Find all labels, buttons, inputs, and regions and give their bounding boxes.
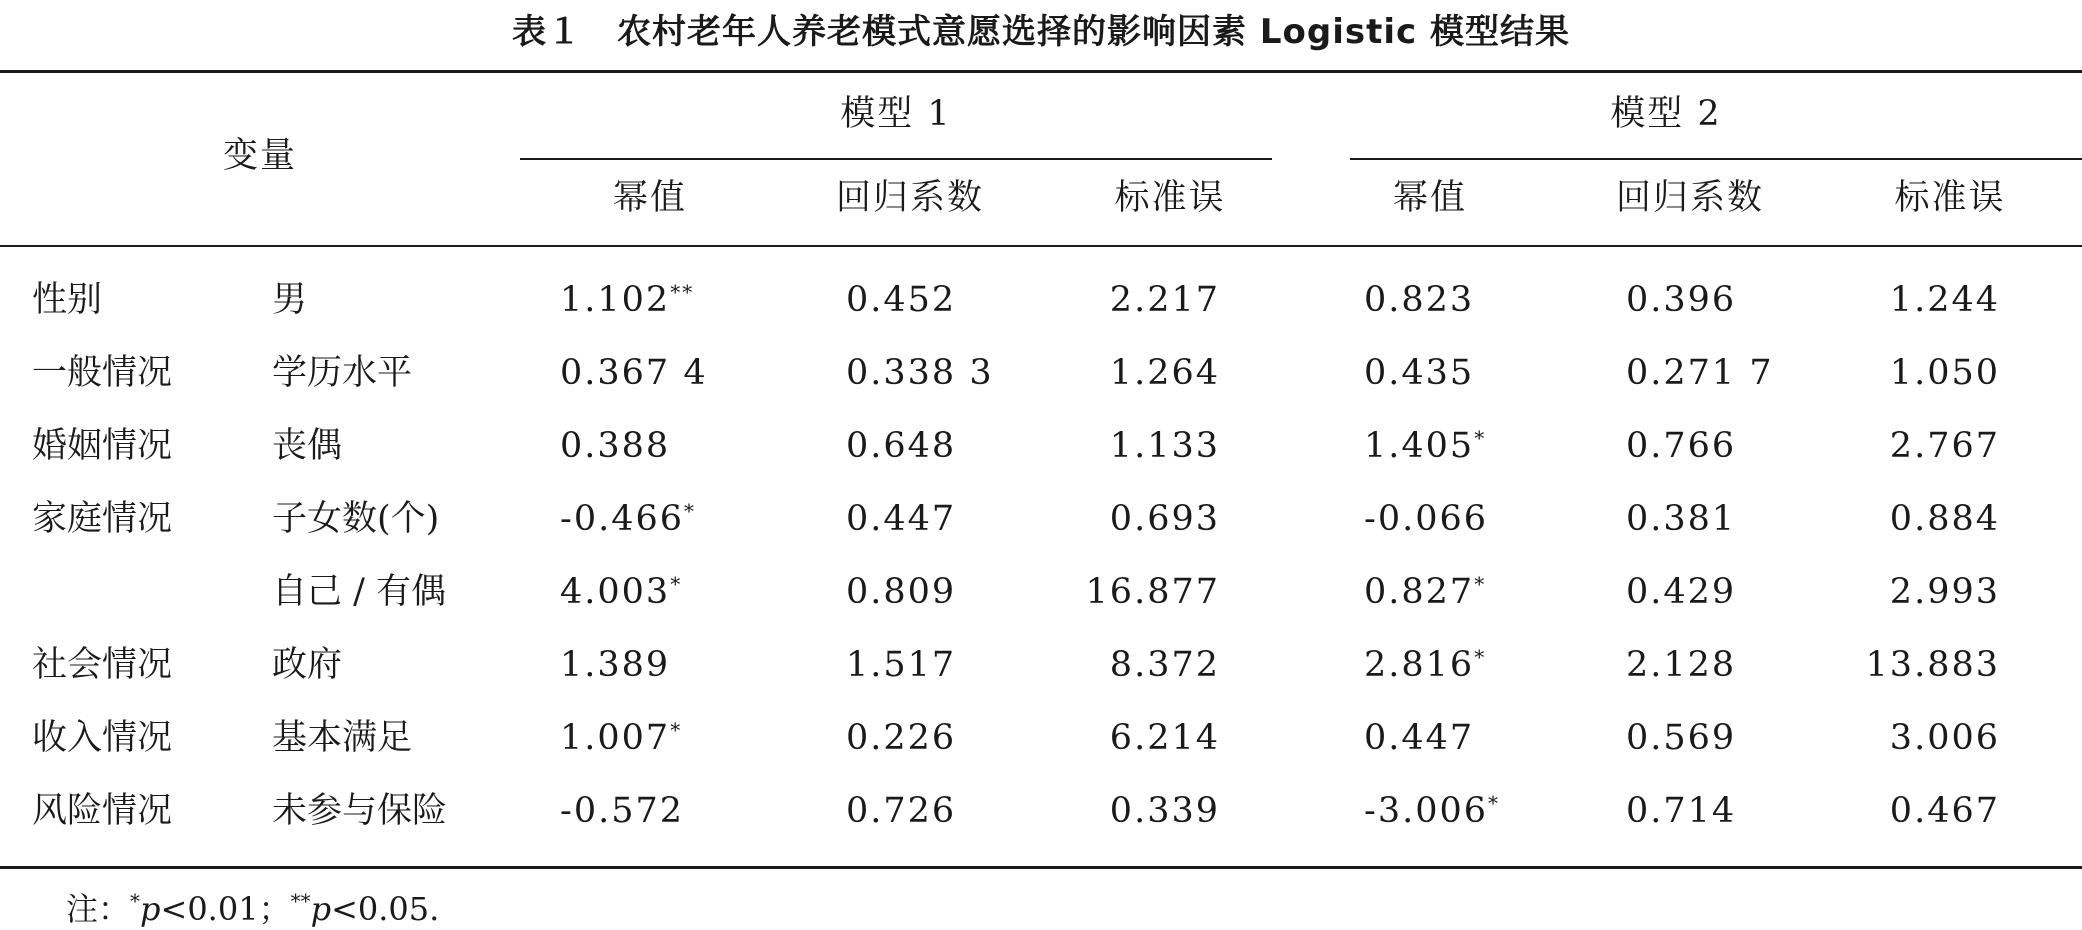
cell-item-text: 学历水平 (272, 353, 413, 393)
cell-m2-coef (1626, 351, 1826, 395)
significance-mark: ** (670, 280, 695, 304)
cell-item-text: 政府 (272, 645, 343, 685)
cell-item-text: 丧偶 (272, 426, 343, 466)
cell-m2-coef (1626, 643, 1826, 687)
cell-m2-coef (1626, 424, 1826, 468)
cell-m2-coef-text: 2.128 (1626, 645, 1737, 685)
cell-m1-coef-text: 0.447 (846, 499, 957, 539)
cell-m2-value-text: 0.823 (1364, 280, 1475, 320)
cell-m1-coef-text: 0.809 (846, 572, 957, 612)
cell-m1-value (560, 424, 760, 468)
significance-mark: * (670, 572, 683, 596)
bottom-rule (0, 866, 2082, 869)
cell-m2-se-text: 1.050 (1889, 353, 2000, 393)
cell-m2-coef-text: 0.766 (1626, 426, 1737, 466)
cell-m1-coef (846, 716, 1046, 760)
cell-item (272, 497, 532, 541)
cell-m2-value (1364, 351, 1564, 395)
cell-m2-se (1840, 570, 2000, 614)
cell-m2-se (1840, 424, 2000, 468)
note-star1: * (130, 889, 141, 913)
cell-m1-coef (846, 424, 1046, 468)
cell-m2-se-text: 2.993 (1889, 572, 2000, 612)
cell-group (32, 351, 232, 395)
cell-item-text: 基本满足 (272, 718, 413, 758)
cell-group-text: 婚姻情况 (32, 426, 173, 466)
header-col-m2-coef: 回归系数 (1615, 178, 1764, 218)
significance-mark: * (1488, 791, 1501, 815)
cell-m2-value (1364, 643, 1564, 687)
cell-m1-se-text: 0.339 (1109, 791, 1220, 831)
cell-m1-coef-text: 0.726 (846, 791, 957, 831)
header-col-m1-value: 幂值 (612, 178, 687, 218)
table-note (66, 884, 439, 930)
cell-m2-value-text: 1.405 (1364, 426, 1475, 466)
cell-m2-se-text: 0.467 (1889, 791, 2000, 831)
cell-m2-coef-text: 0.381 (1626, 499, 1737, 539)
cell-m2-se (1840, 278, 2000, 322)
header-col-m1-se: 标准误 (1114, 178, 1226, 218)
significance-mark: * (1474, 645, 1487, 669)
header-variable: 变量 (222, 136, 297, 176)
cell-m2-coef (1626, 789, 1826, 833)
significance-mark: * (684, 499, 697, 523)
cell-group-text: 收入情况 (32, 718, 173, 758)
cell-m2-coef-text: 0.271 7 (1626, 353, 1774, 393)
cell-m2-value (1364, 716, 1564, 760)
cell-m1-value-text: 1.102 (560, 280, 671, 320)
cell-group (32, 497, 232, 541)
cell-item (272, 716, 532, 760)
cell-group (32, 570, 232, 614)
header-col-m2-value: 幂值 (1392, 178, 1467, 218)
header-model2: 模型 2 (1610, 94, 1722, 134)
cell-m1-se-text: 16.877 (1085, 572, 1220, 612)
cell-m2-coef-text: 0.429 (1626, 572, 1737, 612)
cell-m1-se (1060, 570, 1220, 614)
cell-m2-coef (1626, 497, 1826, 541)
note-star2: ** (290, 889, 311, 913)
cell-m2-se-text: 2.767 (1889, 426, 2000, 466)
significance-mark: * (1474, 426, 1487, 450)
cell-m2-se (1840, 643, 2000, 687)
cell-m1-se-text: 8.372 (1109, 645, 1220, 685)
cell-m2-se (1840, 789, 2000, 833)
cell-item (272, 278, 532, 322)
note-p2: p (310, 890, 332, 928)
cell-m1-se-text: 0.693 (1109, 499, 1220, 539)
note-prefix: 注： (66, 890, 131, 928)
cell-m2-value-text: 0.827 (1364, 572, 1475, 612)
cell-m1-value (560, 351, 760, 395)
cell-group-text: 家庭情况 (32, 499, 173, 539)
cell-m2-value-text: 0.435 (1364, 353, 1475, 393)
cell-m1-value-text: -0.466 (560, 499, 685, 539)
cell-m2-se-text: 1.244 (1889, 280, 2000, 320)
cell-item-text: 自己 / 有偶 (272, 572, 447, 612)
cell-m2-value-text: -0.066 (1364, 499, 1489, 539)
cell-m1-value-text: 0.388 (560, 426, 671, 466)
cell-m1-se (1060, 278, 1220, 322)
model2-rule (1350, 158, 2082, 160)
cell-m1-coef-text: 0.338 3 (846, 353, 994, 393)
cell-m2-value (1364, 789, 1564, 833)
table-caption: 表１ 农村老年人养老模式意愿选择的影响因素 Logistic 模型结果 (512, 12, 1570, 52)
cell-m1-coef-text: 0.648 (846, 426, 957, 466)
header-col-m2-se: 标准误 (1894, 178, 2006, 218)
header-model1: 模型 1 (840, 94, 952, 134)
cell-m2-se (1840, 351, 2000, 395)
cell-item-text: 子女数(个) (272, 499, 440, 539)
cell-m1-se-text: 1.264 (1109, 353, 1220, 393)
cell-m2-coef (1626, 278, 1826, 322)
cell-m1-se (1060, 497, 1220, 541)
header-col-m1-coef: 回归系数 (835, 178, 984, 218)
cell-m1-value (560, 716, 760, 760)
cell-m1-se (1060, 643, 1220, 687)
cell-m1-value (560, 570, 760, 614)
cell-m1-value-text: 1.389 (560, 645, 671, 685)
header-rule (0, 245, 2082, 247)
cell-m2-se-text: 0.884 (1889, 499, 2000, 539)
cell-m1-se-text: 6.214 (1109, 718, 1220, 758)
cell-m1-coef (846, 278, 1046, 322)
cell-m2-coef-text: 0.714 (1626, 791, 1737, 831)
cell-m2-coef (1626, 716, 1826, 760)
cell-m2-se-text: 13.883 (1865, 645, 2000, 685)
note-cond1: <0.01； (160, 890, 291, 928)
cell-m2-value-text: 0.447 (1364, 718, 1475, 758)
cell-m1-value-text: -0.572 (560, 791, 685, 831)
cell-m2-value (1364, 497, 1564, 541)
cell-m2-value-text: 2.816 (1364, 645, 1475, 685)
cell-item (272, 570, 532, 614)
cell-item (272, 789, 532, 833)
cell-group-text: 性别 (32, 280, 103, 320)
cell-m1-coef-text: 1.517 (846, 645, 957, 685)
cell-m1-coef-text: 0.452 (846, 280, 957, 320)
cell-group (32, 716, 232, 760)
cell-m1-value-text: 0.367 4 (560, 353, 708, 393)
cell-m2-value (1364, 424, 1564, 468)
cell-m1-value-text: 1.007 (560, 718, 671, 758)
cell-m2-se (1840, 716, 2000, 760)
cell-m1-coef (846, 497, 1046, 541)
top-rule (0, 70, 2082, 73)
cell-m1-se-text: 2.217 (1109, 280, 1220, 320)
note-cond2: <0.05. (331, 890, 440, 928)
note-p1: p (140, 890, 161, 928)
cell-m1-coef-text: 0.226 (846, 718, 957, 758)
cell-group (32, 643, 232, 687)
cell-m1-value (560, 497, 760, 541)
cell-m1-se (1060, 351, 1220, 395)
cell-group-text: 一般情况 (32, 353, 173, 393)
cell-group (32, 278, 232, 322)
cell-m1-coef (846, 789, 1046, 833)
cell-group (32, 789, 232, 833)
cell-group-text: 社会情况 (32, 645, 173, 685)
cell-m2-value (1364, 570, 1564, 614)
significance-mark: * (670, 718, 683, 742)
cell-m1-coef (846, 643, 1046, 687)
cell-item (272, 643, 532, 687)
cell-m1-coef (846, 570, 1046, 614)
cell-m2-coef-text: 0.569 (1626, 718, 1737, 758)
cell-m1-se (1060, 716, 1220, 760)
cell-group (32, 424, 232, 468)
cell-group-text: 风险情况 (32, 791, 173, 831)
cell-m2-value-text: -3.006 (1364, 791, 1489, 831)
cell-item (272, 351, 532, 395)
cell-m1-se (1060, 789, 1220, 833)
cell-m1-value (560, 643, 760, 687)
cell-item-text: 未参与保险 (272, 791, 448, 831)
cell-m1-se (1060, 424, 1220, 468)
cell-m2-se-text: 3.006 (1889, 718, 2000, 758)
significance-mark: * (1474, 572, 1487, 596)
cell-item (272, 424, 532, 468)
cell-m2-coef-text: 0.396 (1626, 280, 1737, 320)
cell-m2-se (1840, 497, 2000, 541)
cell-m1-se-text: 1.133 (1109, 426, 1220, 466)
cell-m1-value (560, 278, 760, 322)
cell-m1-coef (846, 351, 1046, 395)
cell-m2-value (1364, 278, 1564, 322)
cell-m2-coef (1626, 570, 1826, 614)
cell-m1-value-text: 4.003 (560, 572, 671, 612)
cell-m1-value (560, 789, 760, 833)
cell-item-text: 男 (272, 280, 308, 320)
model1-rule (520, 158, 1272, 160)
